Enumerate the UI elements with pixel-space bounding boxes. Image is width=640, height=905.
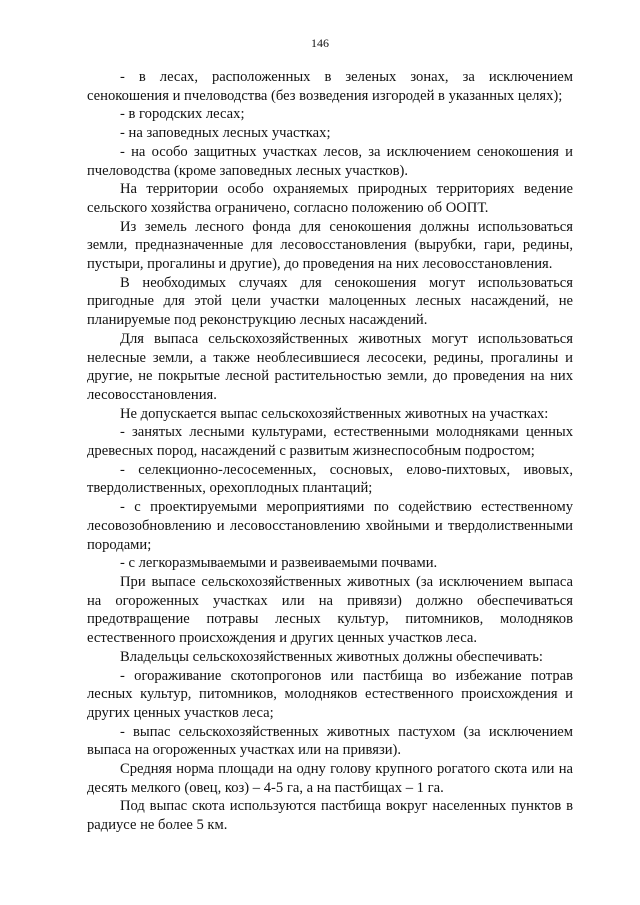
paragraph: - огораживание скотопрогонов или пастбища во избежание потрав лесных культур, питомников, молодняков естественного происхождения и других ценных участков леса; bbox=[87, 667, 573, 721]
paragraph: Из земель лесного фонда для сенокошения должны использоваться земли, предназначенные для лесовосстановления (вырубки, гари, редины, пустыри, прогалины и другие), до проведения на них лесовосстановления. bbox=[87, 218, 573, 273]
paragraph: Под выпас скота используются пастбища вокруг населенных пунктов в радиусе не более 5 км. bbox=[87, 798, 573, 834]
paragraph: - с легкоразмываемыми и развеиваемыми почвами. bbox=[120, 555, 438, 572]
paragraph: - выпас сельскохозяйственных животных пастухом (за исключением выпаса на огороженных участках или на привязи). bbox=[87, 723, 573, 759]
paragraph: - с проектируемыми мероприятиями по содействию естественному лесовозобновлению и лесовосстановлению хвойными и твердолиственными породами; bbox=[87, 499, 573, 553]
paragraph: Не допускается выпас сельскохозяйственных животных на участках: bbox=[120, 405, 549, 422]
paragraph: - на заповедных лесных участках; bbox=[120, 125, 331, 142]
paragraph: В необходимых случаях для сенокошения могут использоваться пригодные для этой цели участки малоценных лесных насаждений, не планируемые под реконструкцию лесных насаждений. bbox=[87, 274, 573, 329]
paragraph: - в лесах, расположенных в зеленых зонах, за исключением сенокошения и пчеловодства (без возведения изгородей в указанных целях); bbox=[87, 69, 573, 104]
paragraph: Для выпаса сельскохозяйственных животных могут использоваться нелесные земли, а также необлесившиеся лесосеки, редины, прогалины и другие, не покрытые лесной растительностью земли, до проведения на них лесовосстановления. bbox=[87, 330, 573, 403]
paragraph: Владельцы сельскохозяйственных животных должны обеспечивать: bbox=[120, 648, 543, 665]
paragraph: Средняя норма площади на одну голову крупного рогатого скота или на десять мелкого (овец, коз) – 4-5 га, а на пастбищах – 1 га. bbox=[87, 761, 573, 796]
paragraph: При выпасе сельскохозяйственных животных (за исключением выпаса на огороженных участках или на привязи) должно обеспечиваться предотвращение потравы лесных культур, питомников, молодняков естественного происхождения и других ценных участков леса. bbox=[87, 573, 573, 647]
page-number: 146 bbox=[311, 36, 329, 50]
paragraph: - занятых лесными культурами, естественными молодняками ценных древесных пород, насаждений с развитым жизнеспособным подростом; bbox=[87, 424, 573, 460]
paragraph: - в городских лесах; bbox=[120, 106, 245, 123]
paragraph: - на особо защитных участках лесов, за исключением сенокошения и пчеловодства (кроме заповедных лесных участков). bbox=[87, 143, 573, 179]
document-body bbox=[87, 68, 573, 835]
paragraph: - селекционно-лесосеменных, сосновых, елово-пихтовых, ивовых, твердолиственных, орехоплодных плантаций; bbox=[87, 461, 573, 497]
paragraph: На территории особо охраняемых природных территориях ведение сельского хозяйства ограничено, согласно положению об ООПТ. bbox=[87, 181, 573, 216]
